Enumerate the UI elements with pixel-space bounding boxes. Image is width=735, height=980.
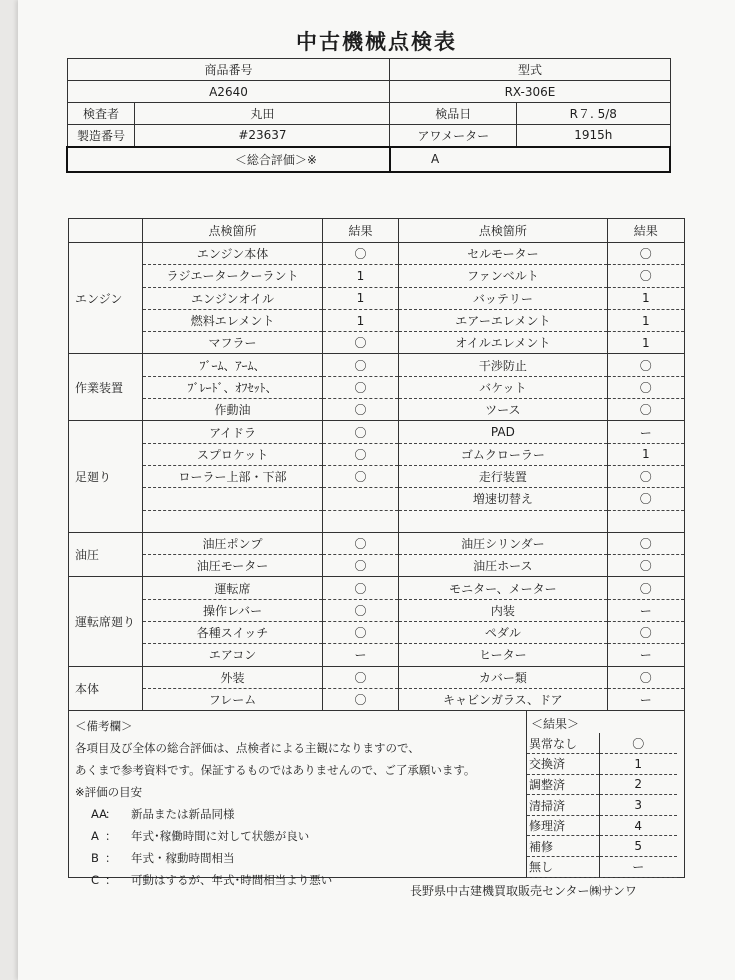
grade-key: AA [91, 807, 108, 821]
item-left: 外装 [143, 666, 323, 688]
result-right: 〇 [607, 376, 684, 398]
grade-sep: ： [105, 829, 117, 843]
result-left: 〇 [322, 465, 398, 487]
item-left: 燃料エレメント [143, 309, 323, 331]
inspection-row [69, 666, 685, 688]
item-left: エアコン [143, 644, 323, 666]
inspector-value: 丸田 [135, 103, 390, 125]
inspection-row [69, 287, 685, 309]
result-left: 〇 [322, 376, 398, 398]
result-left: 〇 [322, 443, 398, 465]
item-left: エンジンオイル [143, 287, 323, 309]
result-right: 〇 [607, 532, 684, 554]
grade-desc: 新品または新品同様 [131, 807, 235, 821]
legend-value: 5 [599, 836, 677, 857]
category-label: 油圧 [69, 532, 143, 577]
item-left: スプロケット [143, 443, 323, 465]
result-left: 〇 [322, 421, 398, 443]
item-right: エアーエレメント [399, 309, 607, 331]
legend-row [527, 836, 677, 857]
item-right: モニター、メーター [399, 577, 607, 599]
inspection-row [69, 265, 685, 287]
inspector-label: 検査者 [67, 103, 135, 125]
result-left: 1 [322, 309, 398, 331]
inspection-row [69, 465, 685, 487]
results-heading: ＜結果＞ [531, 717, 580, 731]
result-right: ー [607, 688, 684, 710]
item-right: PAD [399, 421, 607, 443]
inspection-table [68, 218, 685, 711]
col-item-left: 点検箇所 [143, 219, 323, 243]
legend-value: 3 [599, 795, 677, 816]
result-left: 1 [322, 265, 398, 287]
col-result-right: 結果 [607, 219, 684, 243]
result-right: 〇 [607, 555, 684, 577]
item-right: バケット [399, 376, 607, 398]
result-left: 〇 [322, 688, 398, 710]
result-right: 〇 [607, 265, 684, 287]
grade-key: A [91, 829, 99, 843]
inspection-row [69, 644, 685, 666]
legend-value: 4 [599, 815, 677, 836]
result-left [322, 510, 398, 532]
legend-row [527, 754, 677, 775]
category-label: 足廻り [69, 421, 143, 532]
result-left: 〇 [322, 532, 398, 554]
corner-cell [69, 219, 143, 243]
result-right: 〇 [607, 243, 684, 265]
item-left: 運転席 [143, 577, 323, 599]
model-label: 型式 [390, 59, 670, 81]
result-right: 〇 [607, 354, 684, 376]
item-left: エンジン本体 [143, 243, 323, 265]
item-left [143, 488, 323, 510]
item-right: 増速切替え [399, 488, 607, 510]
category-label: 作業装置 [69, 354, 143, 421]
category-label: 運転席廻り [69, 577, 143, 666]
item-left: 各種スイッチ [143, 622, 323, 644]
result-left: 〇 [322, 622, 398, 644]
result-right: 〇 [607, 622, 684, 644]
item-right: オイルエレメント [399, 332, 607, 354]
inspection-row [69, 309, 685, 331]
result-right: 〇 [607, 488, 684, 510]
item-left: フレーム [143, 688, 323, 710]
legend-key: 無し [527, 857, 599, 878]
item-left: 油圧モーター [143, 555, 323, 577]
inspection-row [69, 421, 685, 443]
inspection-row [69, 577, 685, 599]
inspection-row [69, 399, 685, 421]
page-title: 中古機械点検表 [296, 30, 457, 54]
result-right: 1 [607, 287, 684, 309]
inspection-row [69, 555, 685, 577]
item-left: マフラー [143, 332, 323, 354]
result-left: 〇 [322, 354, 398, 376]
legend-key: 補修 [527, 836, 599, 857]
grade-key: B [91, 851, 99, 865]
inspect-date-value: R７. 5/8 [517, 103, 670, 125]
item-right: ペダル [399, 622, 607, 644]
item-right: 内装 [399, 599, 607, 621]
result-right: ー [607, 421, 684, 443]
result-right: ー [607, 599, 684, 621]
grade-sep: ： [105, 807, 117, 821]
legend-value: 〇 [599, 733, 677, 754]
item-left [143, 510, 323, 532]
company-footer: 長野県中古建機買取販売センター㈱サンワ [410, 884, 637, 898]
item-left: アイドラ [143, 421, 323, 443]
result-right: 〇 [607, 465, 684, 487]
result-right [607, 510, 684, 532]
legend-row [527, 857, 677, 878]
product-no-label: 商品番号 [67, 59, 390, 81]
item-right: バッテリー [399, 287, 607, 309]
inspection-row [69, 488, 685, 510]
item-right: 油圧シリンダー [399, 532, 607, 554]
result-right: ー [607, 644, 684, 666]
item-right: カバー類 [399, 666, 607, 688]
results-legend [527, 711, 684, 877]
col-result-left: 結果 [322, 219, 398, 243]
item-left: ﾌﾞｰﾑ、ｱｰﾑ、 [143, 354, 323, 376]
result-right: 〇 [607, 399, 684, 421]
result-left [322, 488, 398, 510]
legend-row [527, 795, 677, 816]
result-right: 1 [607, 309, 684, 331]
result-left: 〇 [322, 332, 398, 354]
overall-label: ＜総合評価＞※ [67, 147, 390, 172]
category-label: エンジン [69, 243, 143, 354]
serial-value: #23637 [135, 125, 390, 147]
overall-value: A [390, 147, 670, 172]
inspection-row [69, 243, 685, 265]
inspection-row [69, 443, 685, 465]
result-left: 〇 [322, 599, 398, 621]
item-right: 油圧ホース [399, 555, 607, 577]
item-right: ゴムクローラー [399, 443, 607, 465]
result-left: 〇 [322, 243, 398, 265]
result-right: 〇 [607, 577, 684, 599]
grade-key: C [91, 873, 100, 887]
inspection-row [69, 376, 685, 398]
legend-row [527, 815, 677, 836]
guide-heading: ※評価の目安 [75, 785, 143, 799]
grade-desc: 可動はするが、年式･時間相当より悪い [131, 873, 333, 887]
item-right: ファンベルト [399, 265, 607, 287]
model-value: RX-306E [390, 81, 670, 103]
item-right: ヒーター [399, 644, 607, 666]
category-label: 本体 [69, 666, 143, 711]
item-left: ラジエータークーラント [143, 265, 323, 287]
item-right: キャビンガラス、ドア [399, 688, 607, 710]
grade-sep: ： [105, 873, 117, 887]
item-left: ﾌﾞﾚｰﾄﾞ、ｵﾌｾｯﾄ、 [143, 376, 323, 398]
inspection-row [69, 354, 685, 376]
notes-line-2: あくまで参考資料です。保証するものではありませんので、ご了承願います。 [75, 763, 476, 777]
bottom-section [68, 710, 685, 887]
result-right: 〇 [607, 666, 684, 688]
header-table [66, 58, 671, 173]
inspection-row [69, 532, 685, 554]
grade-sep: ： [105, 851, 117, 865]
result-right: 1 [607, 443, 684, 465]
item-left: 操作レバー [143, 599, 323, 621]
inspection-row [69, 688, 685, 710]
legend-key: 修理済 [527, 815, 599, 836]
legend-key: 異常なし [527, 733, 599, 754]
grade-row [75, 825, 520, 847]
item-right: ツース [399, 399, 607, 421]
notes-heading: ＜備考欄＞ [75, 719, 133, 733]
item-right: 干渉防止 [399, 354, 607, 376]
legend-value: 2 [599, 774, 677, 795]
legend-key: 交換済 [527, 754, 599, 775]
item-right: 走行装置 [399, 465, 607, 487]
inspection-row [69, 599, 685, 621]
item-left: 油圧ポンプ [143, 532, 323, 554]
legend-value: 1 [599, 754, 677, 775]
inspection-row [69, 332, 685, 354]
hour-meter-label: アワメーター [390, 125, 517, 147]
inspection-row [69, 510, 685, 532]
legend-key: 清掃済 [527, 795, 599, 816]
legend-key: 調整済 [527, 774, 599, 795]
result-left: 〇 [322, 666, 398, 688]
notes-line-1: 各項目及び全体の総合評価は、点検者による主観になりますので、 [75, 741, 420, 755]
result-left: 〇 [322, 577, 398, 599]
item-left: ローラー上部・下部 [143, 465, 323, 487]
result-right: 1 [607, 332, 684, 354]
result-left: 〇 [322, 555, 398, 577]
result-left: 〇 [322, 399, 398, 421]
inspect-date-label: 検品日 [390, 103, 517, 125]
legend-row [527, 774, 677, 795]
col-item-right: 点検箇所 [399, 219, 607, 243]
grade-row [75, 803, 520, 825]
serial-label: 製造番号 [67, 125, 135, 147]
item-left: 作動油 [143, 399, 323, 421]
result-left: 1 [322, 287, 398, 309]
grade-row [75, 847, 520, 869]
result-left: ー [322, 644, 398, 666]
grade-desc: 年式・稼動時間相当 [131, 851, 235, 865]
grade-desc: 年式･稼働時間に対して状態が良い [131, 829, 310, 843]
legend-row [527, 733, 677, 754]
inspection-row [69, 622, 685, 644]
item-right: セルモーター [399, 243, 607, 265]
hour-meter-value: 1915h [517, 125, 670, 147]
legend-value: ー [599, 857, 677, 878]
item-right [399, 510, 607, 532]
notes-box [69, 711, 527, 887]
results-legend-table [527, 733, 677, 878]
product-no-value: A2640 [67, 81, 390, 103]
